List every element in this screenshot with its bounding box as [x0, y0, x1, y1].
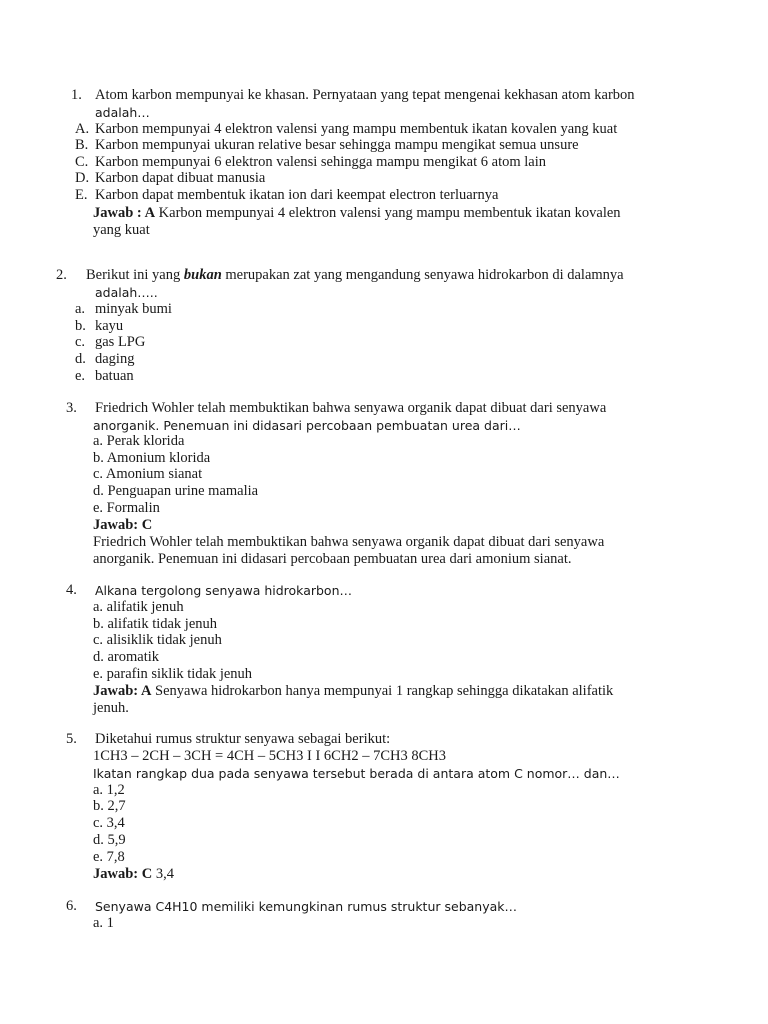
- option: a. Perak klorida: [93, 433, 185, 449]
- option-letter: e.: [75, 368, 86, 384]
- answer-label: Jawab: C: [93, 866, 153, 882]
- answer-text: Karbon mempunyai 4 elektron valensi yang mampu membentuk ikatan kovalen: [155, 205, 621, 221]
- answer-line: [93, 205, 621, 222]
- option-text: Karbon mempunyai 6 elektron valensi sehingga mampu mengikat 6 atom lain: [95, 154, 547, 170]
- question-text: Friedrich Wohler telah membuktikan bahwa senyawa organik dapat dibuat dari senyawa: [95, 400, 607, 416]
- option-text: gas LPG: [95, 334, 146, 350]
- option: b. Amonium klorida: [93, 450, 211, 466]
- option-text: Karbon dapat membentuk ikatan ion dari keempat electron terluarnya: [95, 187, 499, 203]
- answer-text-cont: yang kuat: [93, 222, 150, 238]
- answer-label: Jawab: C: [93, 517, 153, 533]
- question-number: 1.: [71, 87, 82, 103]
- question-text-cont: anorganik. Penemuan ini didasari percobaan pembuatan urea dari…: [93, 418, 521, 433]
- option-letter: d.: [75, 351, 86, 367]
- question-number: 4.: [66, 582, 77, 598]
- answer-line: [93, 866, 174, 883]
- option-letter: A.: [75, 121, 90, 137]
- question-text-cont: adalah…..: [95, 285, 158, 300]
- answer-text-cont: jenuh.: [93, 700, 129, 716]
- option-letter: b.: [75, 318, 86, 334]
- option-text: daging: [95, 351, 135, 367]
- option-text: batuan: [95, 368, 134, 384]
- question-text: Atom karbon mempunyai ke khasan. Pernyataan yang tepat mengenai kekhasan atom karbon: [95, 87, 635, 103]
- option: e. parafin siklik tidak jenuh: [93, 666, 253, 682]
- option-text: Karbon mempunyai 4 elektron valensi yang mampu membentuk ikatan kovalen yang kuat: [95, 121, 618, 137]
- option-letter: B.: [75, 137, 89, 153]
- option: c. 3,4: [93, 815, 125, 831]
- option-text: Karbon dapat dibuat manusia: [95, 170, 266, 186]
- question-number: 6.: [66, 898, 77, 914]
- answer-label: Jawab : A: [93, 205, 156, 221]
- question-text: Alkana tergolong senyawa hidrokarbon…: [95, 583, 353, 598]
- question-text-cont: Ikatan rangkap dua pada senyawa tersebut berada di antara atom C nomor… dan…: [93, 766, 620, 781]
- option: c. Amonium sianat: [93, 466, 203, 482]
- answer-text: Senyawa hidrokarbon hanya mempunyai 1 rangkap sehingga dikatakan alifatik: [151, 683, 614, 699]
- option: e. Formalin: [93, 500, 160, 516]
- option: a. alifatik jenuh: [93, 599, 184, 615]
- option: a. 1: [93, 915, 114, 931]
- option-letter: c.: [75, 334, 86, 350]
- question-text: Senyawa C4H10 memiliki kemungkinan rumus struktur sebanyak…: [95, 899, 518, 914]
- option: b. alifatik tidak jenuh: [93, 616, 218, 632]
- answer-line: [93, 683, 613, 700]
- answer-text: 3,4: [152, 866, 174, 882]
- question-number: 2.: [56, 267, 67, 283]
- option: d. Penguapan urine mamalia: [93, 483, 259, 499]
- option: d. 5,9: [93, 832, 126, 848]
- option-letter: C.: [75, 154, 89, 170]
- question-text-cont: adalah…: [95, 105, 150, 120]
- option: a. 1,2: [93, 782, 125, 798]
- question-number: 5.: [66, 731, 77, 747]
- option-letter: a.: [75, 301, 86, 317]
- explanation-text: Friedrich Wohler telah membuktikan bahwa senyawa organik dapat dibuat dari senyawa: [93, 534, 605, 550]
- option: b. 2,7: [93, 798, 126, 814]
- option-letter: E.: [75, 187, 88, 203]
- question-text: Diketahui rumus struktur senyawa sebagai berikut:: [95, 731, 391, 747]
- question-number: 3.: [66, 400, 77, 416]
- option-text: kayu: [95, 318, 124, 334]
- explanation-text-cont: anorganik. Penemuan ini didasari percobaan pembuatan urea dari amonium sianat.: [93, 551, 572, 567]
- structural-formula: 1CH3 – 2CH – 3CH = 4CH – 5CH3 I I 6CH2 – 7CH3 8CH3: [93, 748, 446, 764]
- option: c. alisiklik tidak jenuh: [93, 632, 222, 648]
- option-text: minyak bumi: [95, 301, 172, 317]
- option: d. aromatik: [93, 649, 160, 665]
- answer-label: Jawab: A: [93, 683, 152, 699]
- emphasis-word: bukan: [183, 267, 222, 283]
- question-text: Berikut ini yang bukan merupakan zat yang mengandung senyawa hidrokarbon di dalamnya: [86, 267, 624, 283]
- option-letter: D.: [75, 170, 90, 186]
- option: e. 7,8: [93, 849, 125, 865]
- option-text: Karbon mempunyai ukuran relative besar sehingga mampu mengikat semua unsure: [95, 137, 579, 153]
